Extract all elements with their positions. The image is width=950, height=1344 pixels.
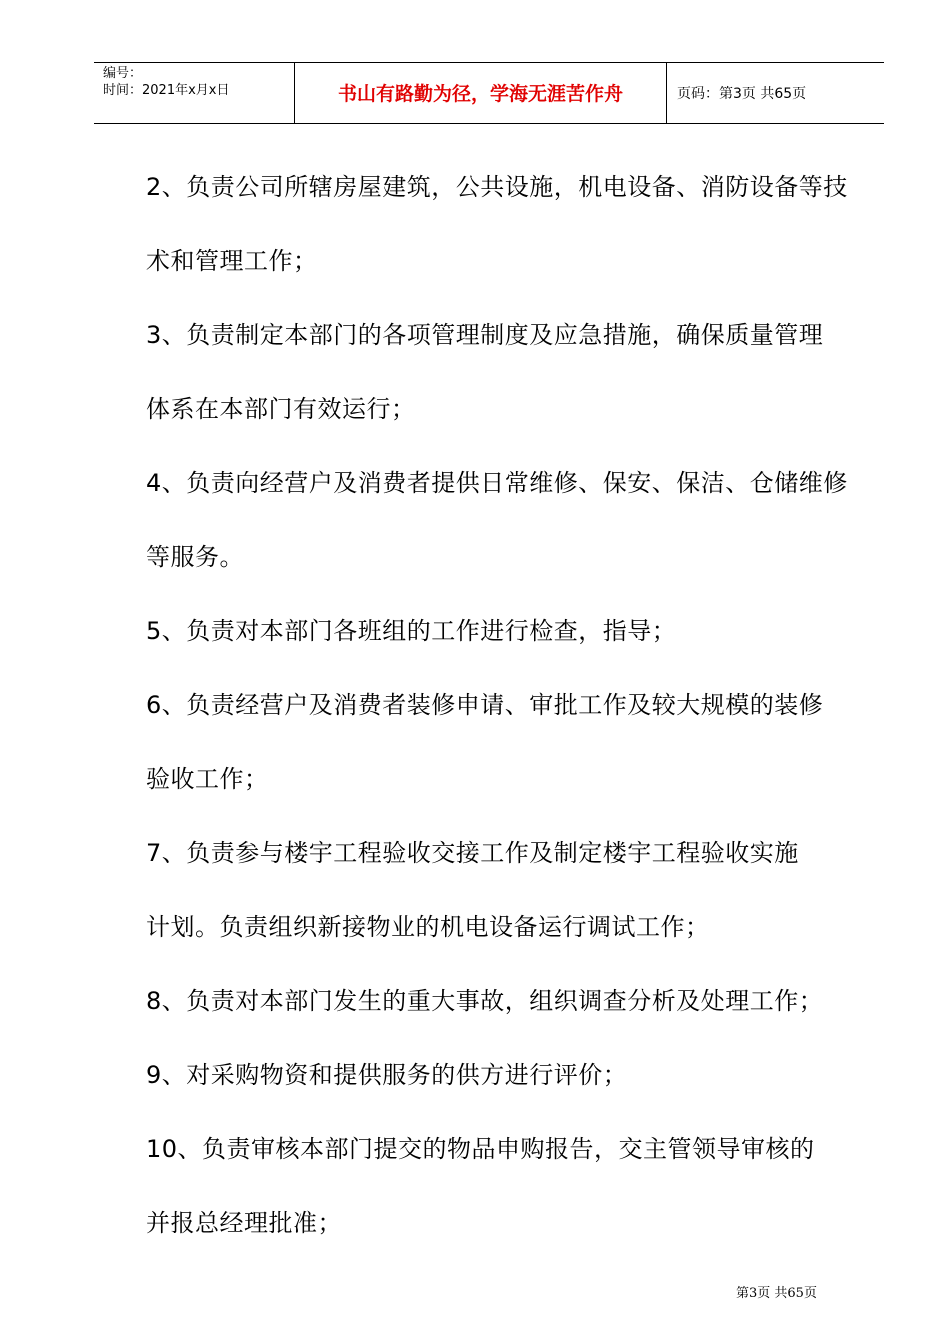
document-body [146,150,846,1260]
body-line: 2、负责公司所辖房屋建筑，公共设施，机电设备、消防设备等技 [146,173,848,201]
header-motto: 书山有路勤为径，学海无涯苦作舟 [337,83,623,105]
body-line: 3、负责制定本部门的各项管理制度及应急措施，确保质量管理 [146,321,824,349]
body-line: 9、对采购物资和提供服务的供方进行评价； [146,1061,628,1089]
footer-page-number: 第3页 共65页 [736,1286,817,1301]
body-line: 并报总经理批准； [146,1209,342,1237]
body-line: 术和管理工作； [146,247,318,275]
body-line: 5、负责对本部门各班组的工作进行检查，指导； [146,617,677,645]
header-page-cell [667,63,884,123]
body-line: 6、负责经营户及消费者装修申请、审批工作及较大规模的装修 [146,691,824,719]
page-header [94,62,884,124]
body-line: 7、负责参与楼宇工程验收交接工作及制定楼宇工程验收实施 [146,839,799,867]
body-line: 等服务。 [146,543,244,571]
document-time-label: 时间：2021年x月x日 [103,83,230,98]
header-info-cell [94,63,294,123]
body-line: 10、负责审核本部门提交的物品申购报告，交主管领导审核的 [146,1135,815,1163]
body-line: 计划。负责组织新接物业的机电设备运行调试工作； [146,913,710,941]
header-motto-cell [294,63,667,123]
body-line: 4、负责向经营户及消费者提供日常维修、保安、保洁、仓储维修 [146,469,848,497]
body-line: 验收工作； [146,765,269,793]
header-page-number: 页码：第3页 共65页 [677,86,807,102]
document-number-label: 编号： [103,66,143,81]
body-line: 体系在本部门有效运行； [146,395,416,423]
body-line: 8、负责对本部门发生的重大事故，组织调查分析及处理工作； [146,987,824,1015]
